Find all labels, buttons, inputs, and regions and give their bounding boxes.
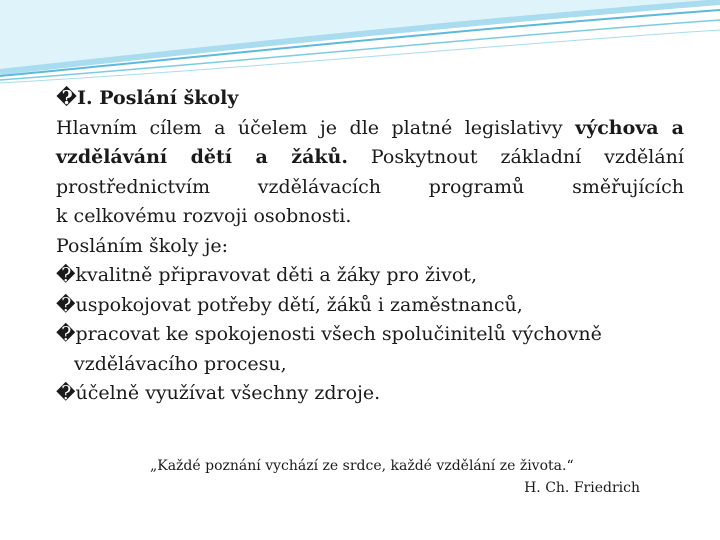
list-item [56,291,684,321]
list-item [56,379,684,409]
list-item-text: uspokojovat potřeby dětí, žáků i zaměstnanců, [75,293,523,316]
section-heading [56,84,684,114]
list-item [56,261,684,291]
list-item-text: kvalitně připravovat děti a žáky pro život, [75,264,477,286]
list-item-text: pracovat ke spokojenosti všech spolučinitelů výchovně [75,323,602,345]
bullet-glyph: � [56,264,76,286]
quote-text: „Každé poznání vychází ze srdce, každé vzdělání ze života.“ [150,458,574,474]
bullet-glyph: � [56,382,76,404]
slide-content [56,84,684,409]
heading-bullet-glyph: � [56,87,78,109]
paragraph-line-4: k celkovému rozvoji osobnosti. [56,205,352,227]
list-item [56,320,684,350]
paragraph-emphasis: výchova a [575,116,684,139]
bullet-glyph: � [56,323,76,345]
section-title: I. Poslání školy [77,87,239,109]
list-item-text: účelně využívat všechny zdroje. [75,382,381,404]
quote-block [150,455,640,499]
paragraph-emphasis: vzdělávání dětí a žáků. [56,146,348,168]
paragraph-line-3: prostřednictvím vzdělávacích programů směřujících [56,175,684,198]
paragraph-line-2 [56,143,684,173]
header-wave-decoration [0,0,720,90]
list-item-continuation: vzdělávacího procesu, [74,352,287,375]
paragraph-text: Hlavním cílem a účelem je dle platné legislativy [56,116,576,139]
quote-author: H. Ch. Friedrich [524,480,640,496]
bullet-glyph: � [56,293,76,316]
mission-intro: Posláním školy je: [56,234,229,257]
paragraph-line-1 [56,114,684,144]
paragraph-text: Poskytnout základní vzdělání [347,146,684,168]
